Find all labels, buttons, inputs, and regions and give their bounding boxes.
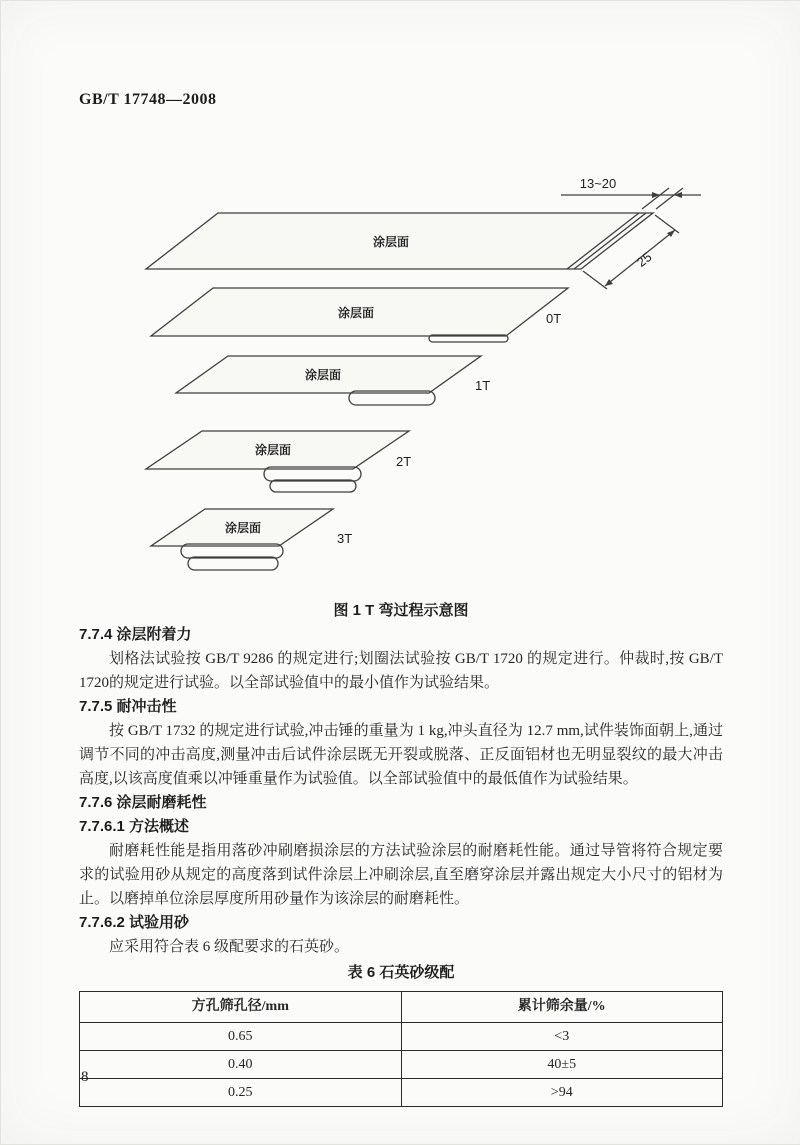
standard-number: GB/T 17748—2008 — [79, 91, 217, 108]
strip3-coating-label: 涂层面 — [304, 368, 342, 382]
figure-caption: 图 1 T 弯过程示意图 — [333, 602, 469, 619]
table-header-row — [80, 992, 723, 1023]
strip-2t — [146, 431, 412, 492]
dim-25-label: 25 — [633, 249, 655, 270]
table-row — [80, 1079, 723, 1107]
paragraph-test-sand: 应采用符合表 6 级配要求的石英砂。 — [109, 939, 350, 955]
fold-loop-2t-b — [270, 480, 356, 492]
cell-sieve-size: 0.25 — [80, 1079, 402, 1107]
quartz-sand-table — [79, 991, 723, 1107]
label-3t: 3T — [337, 531, 353, 546]
dim-13-20-label: 13~20 — [579, 176, 617, 191]
paragraph-abrasion-method: 耐磨耗性能是指用落砂冲刷磨损涂层的方法试验涂层的耐磨耗性能。通过导管将符合规定要求的试验用砂从规定的高度落到试件涂层上冲刷涂层,直至磨穿涂层并露出规定大小尺寸的铝材为止。以磨掉单位涂层厚度所用砂量作为该涂层的耐磨耗性。 — [79, 843, 723, 907]
paragraph-adhesion: 划格法试验按 GB/T 9286 的规定进行;划圈法试验按 GB/T 1720 的规定进行。仲裁时,按 GB/T 1720的规定进行试验。以全部试验值中的最小值作为试验结果。 — [79, 651, 723, 691]
strip2-coating-label: 涂层面 — [337, 306, 375, 320]
cell-sieve-size: 0.65 — [80, 1023, 402, 1051]
label-1t: 1T — [475, 378, 491, 393]
tbend-schematic — [1, 161, 800, 603]
heading-7-7-6-1: 7.7.6.1 方法概述 — [79, 818, 190, 835]
strip-3t — [151, 509, 333, 570]
column-residue: 累计筛余量/% — [401, 992, 723, 1023]
table-caption: 表 6 石英砂级配 — [347, 964, 455, 981]
heading-7-7-5: 7.7.5 耐冲击性 — [79, 698, 177, 715]
cell-residue: >94 — [401, 1079, 723, 1107]
fold-loop-3t-b — [188, 557, 278, 570]
label-2t: 2T — [396, 454, 412, 469]
strip5-coating-label: 涂层面 — [224, 521, 262, 535]
figure-tbend-diagram — [1, 161, 800, 603]
dimension-tab-width — [561, 188, 701, 209]
strip1-coating-label: 涂层面 — [372, 235, 410, 249]
label-0t: 0T — [546, 311, 562, 326]
heading-7-7-4: 7.7.4 涂层附着力 — [79, 626, 192, 643]
cell-residue: 40±5 — [401, 1051, 723, 1079]
cell-residue: <3 — [401, 1023, 723, 1051]
column-sieve-size: 方孔筛孔径/mm — [80, 992, 402, 1023]
paragraph-impact: 按 GB/T 1732 的规定进行试验,冲击锤的重量为 1 kg,冲头直径为 12.7 mm,试件装饰面朝上,通过调节不同的冲击高度,测量冲击后试件涂层既无开裂或脱落、正反面铝材也无明显裂纹的最大冲击高度,以该高度值乘以冲锤重量作为试验值。以全部试验值中的最低值作为试验结果。 — [79, 723, 723, 787]
table-row — [80, 1023, 723, 1051]
body-text — [79, 623, 723, 1107]
heading-7-7-6-2: 7.7.6.2 试验用砂 — [79, 914, 190, 931]
page-number: 8 — [81, 1069, 89, 1085]
table-row — [80, 1051, 723, 1079]
cell-sieve-size: 0.40 — [80, 1051, 402, 1079]
heading-7-7-6: 7.7.6 涂层耐磨耗性 — [79, 794, 207, 811]
strip4-coating-label: 涂层面 — [254, 443, 292, 457]
